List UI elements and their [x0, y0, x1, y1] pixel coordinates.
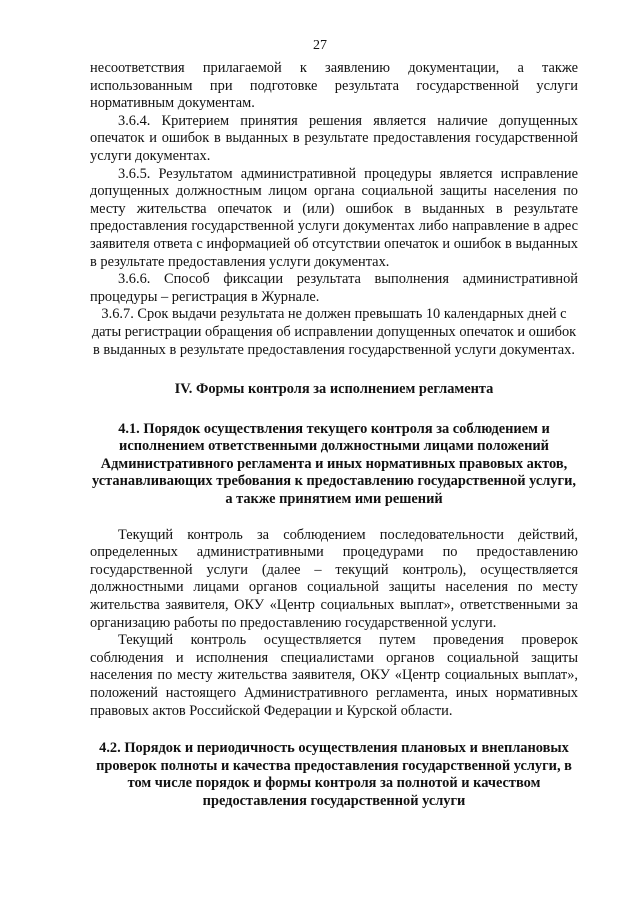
section-4-1-heading: 4.1. Порядок осуществления текущего контроля за соблюдением и исполнением ответственными должностными лицами положений Административного регламента и иных нормативных правовых актов, устанавливающих требования к предоставлению государственной услуги, а также принятием ими решений	[92, 420, 576, 508]
section-4-1-paragraph-2: Текущий контроль осуществляется путем проведения проверок соблюдения и исполнения специалистами органов социальной защиты населения по месту жительства заявителя, ОКУ «Центр социальных выплат», положений настоящего Административного регламента, иных нормативных правовых актов Российской Федерации и Курской области.	[90, 632, 578, 719]
section-4-2-heading: 4.2. Порядок и периодичность осуществления плановых и внеплановых проверок полноты и качества предоставления государственной услуги, в том числе порядок и формы контроля за полнотой и качеством предоставления государственной услуги	[96, 740, 572, 809]
paragraph-3-6-4: 3.6.4. Критерием принятия решения является наличие допущенных опечаток и ошибок в выданных в результате предоставления государственной услуги документах.	[90, 112, 578, 164]
page-content	[90, 60, 578, 811]
paragraph-continuation: несоответствия прилагаемой к заявлению документации, а также использованным при подготовке результата государственной услуги нормативным документам.	[90, 60, 578, 112]
page-number: 27	[313, 38, 327, 53]
section-iv-heading: IV. Формы контроля за исполнением регламента	[174, 381, 494, 398]
section-4-1-paragraph-1: Текущий контроль за соблюдением последовательности действий, определенных административными процедурами по предоставлению государственной услуги (далее – текущий контроль), осуществляется должностными лицами органов социальной защиты населения по месту жительства заявителя, ОКУ «Центр социальных выплат», ответственными за организацию работы по предоставлению государственной услуги.	[90, 526, 578, 631]
paragraph-3-6-6: 3.6.6. Способ фиксации результата выполнения административной процедуры – регистрация в Журнале.	[90, 271, 578, 305]
paragraph-3-6-5: 3.6.5. Результатом административной процедуры является исправление допущенных должностным лицом органа социальной защиты населения по месту жительства опечаток и (или) ошибок в выданных в результате предоставления государственной услуги документах либо направление в адрес заявителя ответа с информацией об отсутствии опечаток и ошибок в выданных в результате предоставления услуги документах.	[90, 165, 578, 270]
paragraph-3-6-7: 3.6.7. Срок выдачи результата не должен превышать 10 календарных дней с даты регистрации обращения об исправлении допущенных опечаток и ошибок в выданных в результате предоставления государственной услуги документах.	[91, 306, 577, 358]
